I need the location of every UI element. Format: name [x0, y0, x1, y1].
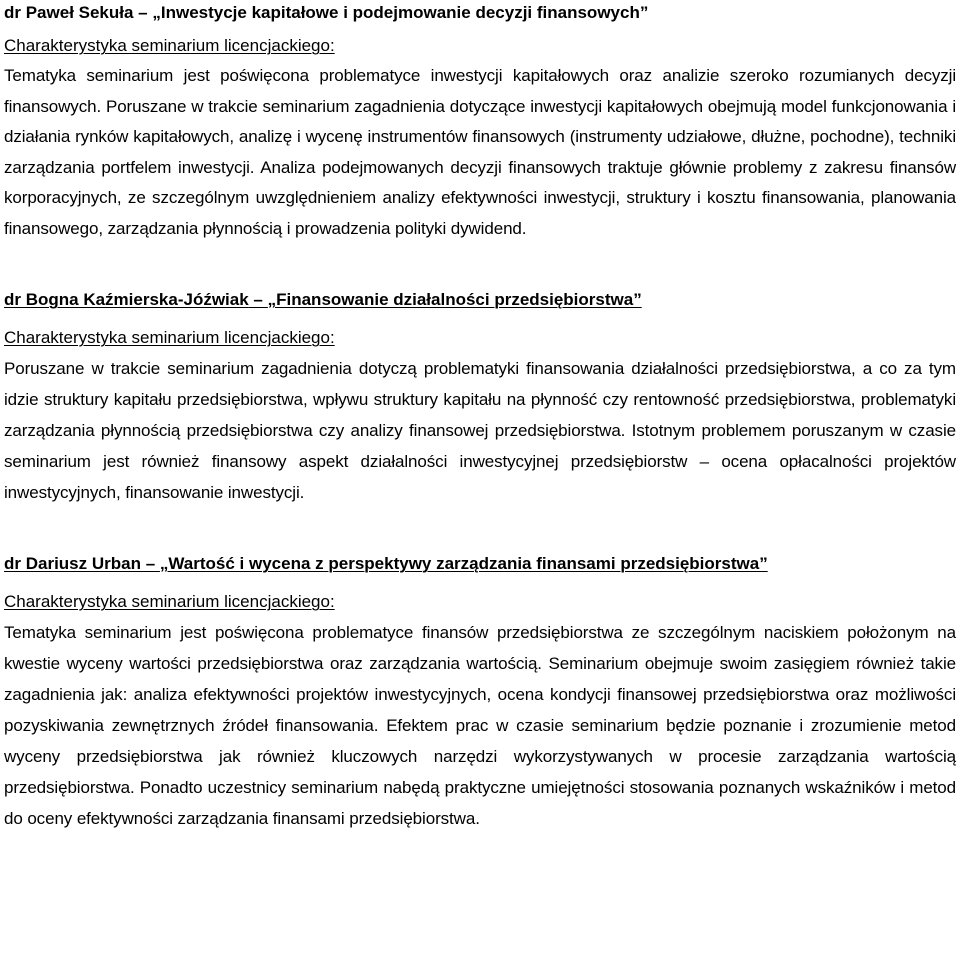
seminar-description-text: Tematyka seminarium jest poświęcona problematyce finansów przedsiębiorstwa ze szczególnym naciskiem położonym na kwestie wyceny wartości przedsiębiorstwa oraz zarządzania wartością. Seminarium obejmuje swoim zasięgiem również takie zagadnienia jak: analiza efektywności projektów inwestycyjnych, ocena kondycji finansowej przedsiębiorstwa oraz możliwości pozyskiwania zewnętrznych źródeł finansowania. Efektem prac w czasie seminarium będzie poznanie i zrozumienie metod wyceny przedsiębiorstwa jak również kluczowych narzędzi wykorzystywanych w procesie zarządzania wartością przedsiębiorstwa. Ponadto uczestnicy seminarium nabędą praktyczne umiejętności stosowania poznanych wskaźników i metod do oceny efektywności zarządzania finansami przedsiębiorstwa. [4, 623, 956, 828]
seminar-title: „Wartość i wycena z perspektywy zarządzania finansami przedsiębiorstwa” [159, 554, 768, 573]
seminar-heading [4, 551, 956, 577]
seminar-section [4, 0, 956, 244]
seminar-heading [4, 287, 956, 313]
document-page [4, 0, 956, 834]
seminar-section [4, 287, 956, 508]
heading-separator: – [248, 290, 268, 309]
seminar-description-text: Tematyka seminarium jest poświęcona problematyce inwestycji kapitałowych oraz analizie szeroko rozumianych decyzji finansowych. Poruszane w trakcie seminarium zagadnienia dotyczące inwestycji kapitałowych obejmują model funkcjonowania i działania rynków kapitałowych, analizę i wycenę instrumentów finansowych (instrumenty udziałowe, dłużne, pochodne), techniki zarządzania portfelem inwestycji. Analiza podejmowanych decyzji finansowych traktuje głównie problemy z zakresu finansów korporacyjnych, ze szczególnym uwzględnieniem analizy efektywności inwestycji, struktury i kosztu finansowania, planowania finansowego, zarządzania płynnością i prowadzenia polityki dywidend. [4, 66, 956, 238]
seminar-title: „Inwestycje kapitałowe i podejmowanie decyzji finansowych” [152, 3, 649, 22]
heading-separator: – [140, 554, 160, 573]
seminar-description-text: Poruszane w trakcie seminarium zagadnienia dotyczą problematyki finansowania działalności przedsiębiorstwa, a co za tym idzie struktury kapitału przedsiębiorstwa, wpływu struktury kapitału na płynność czy rentowność przedsiębiorstwa, problematyki zarządzania płynnością przedsiębiorstwa czy analizy finansowej przedsiębiorstwa. Istotnym problemem poruszanym w czasie seminarium jest również finansowy aspekt działalności inwestycyjnej przedsiębiorstw – ocena opłacalności projektów inwestycyjnych, finansowanie inwestycji. [4, 359, 956, 502]
heading-separator: – [133, 3, 153, 22]
seminar-description-label: Charakterystyka seminarium licencjackiego: [4, 592, 335, 611]
seminar-author: dr Dariusz Urban [4, 554, 141, 573]
seminar-author: dr Paweł Sekuła [4, 3, 134, 22]
seminar-section [4, 551, 956, 834]
seminar-description-label: Charakterystyka seminarium licencjackiego: [4, 328, 335, 347]
seminar-heading [4, 0, 956, 26]
seminar-description-label: Charakterystyka seminarium licencjackiego: [4, 36, 335, 55]
seminar-author: dr Bogna Kaźmierska-Jóźwiak [4, 290, 249, 309]
seminar-title: „Finansowanie działalności przedsiębiorstwa” [267, 290, 642, 309]
